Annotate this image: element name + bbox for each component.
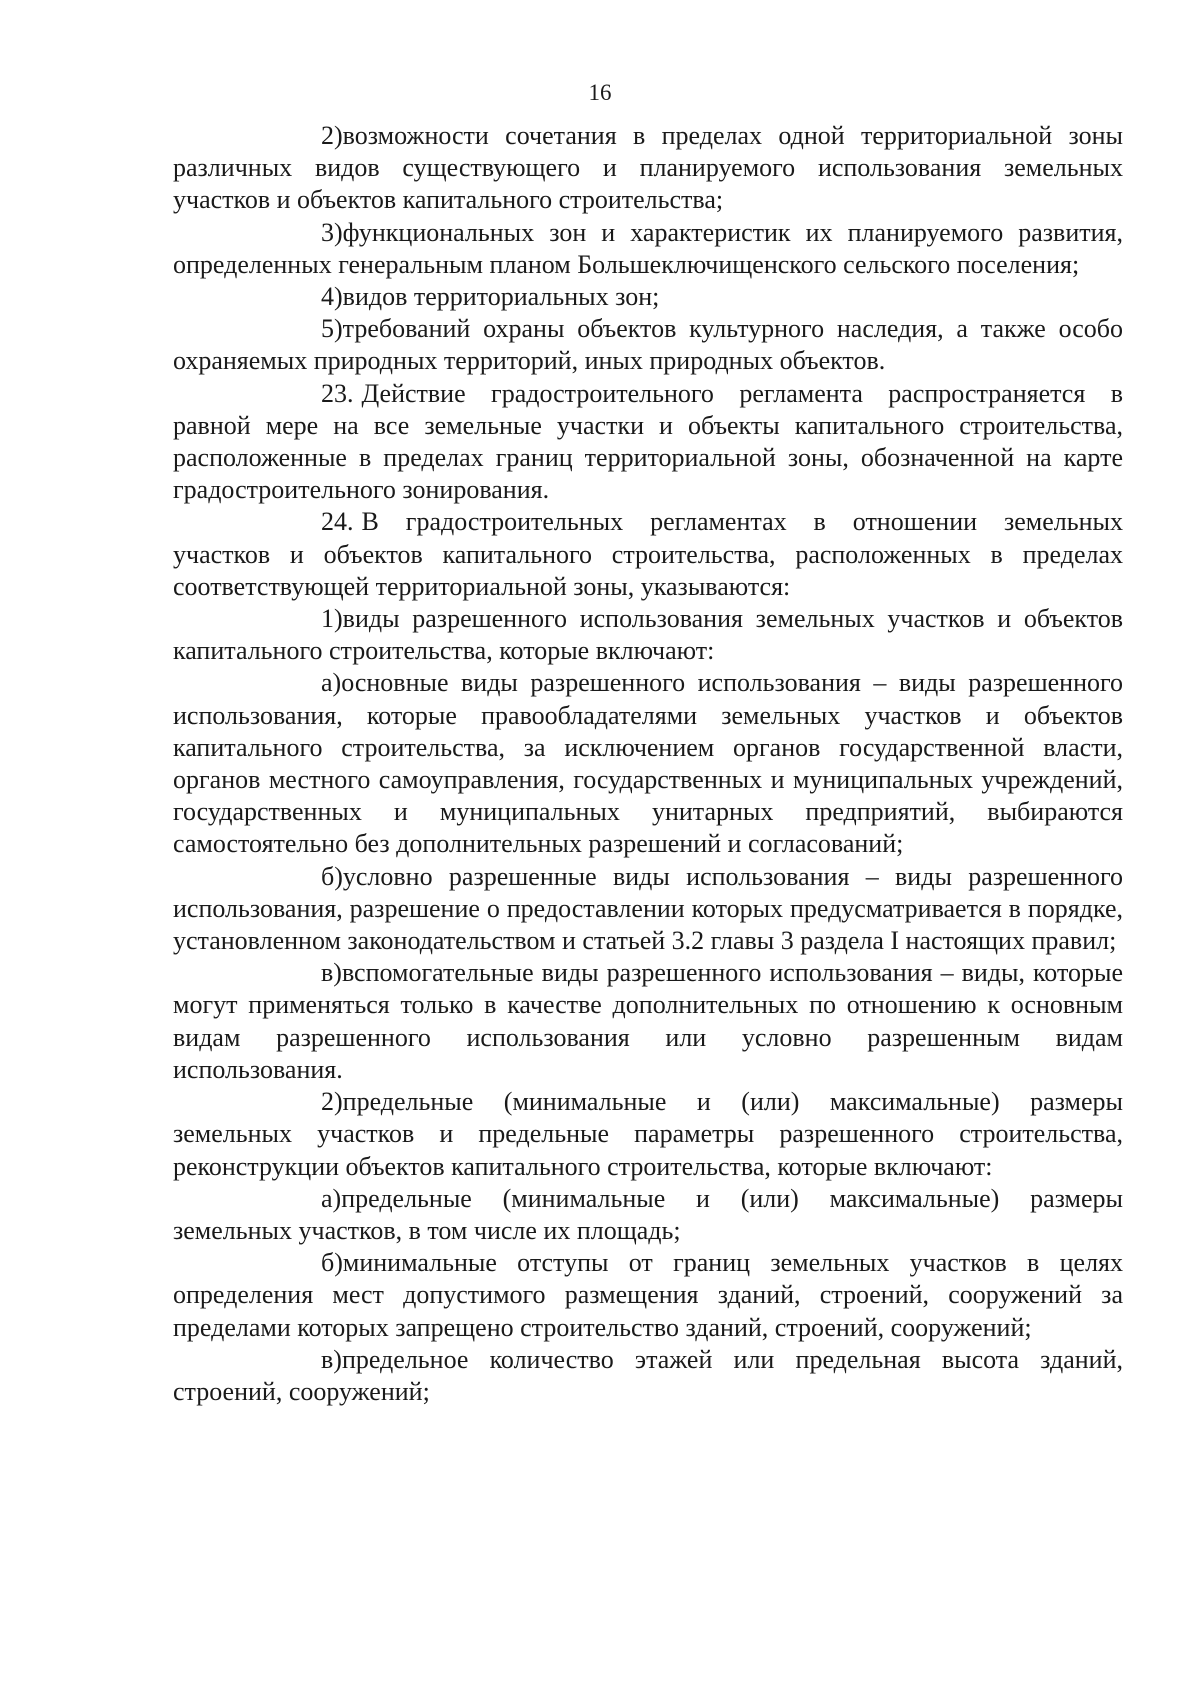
paragraph-text: виды разрешенного использования земельных участков и объектов капитального строительства, которые включают: [173, 604, 1123, 666]
list-marker: в) [321, 1344, 342, 1374]
sub-list-item [173, 1247, 1123, 1344]
sub-list-item [173, 957, 1123, 1086]
document-body [173, 120, 1123, 1408]
list-item [173, 217, 1123, 281]
list-marker: 2) [321, 121, 343, 150]
list-marker: 4) [321, 282, 343, 312]
list-marker: а) [321, 1183, 342, 1213]
paragraph-text: предельные (минимальные и (или) максимальные) размеры земельных участков и предельные параметры разрешенного строительства, реконструкции объектов капитального строительства, которые включают: [173, 1087, 1123, 1181]
list-marker: 1) [321, 604, 343, 634]
paragraph-text: требований охраны объектов культурного наследия, а также особо охраняемых природных территорий, иных природных объектов. [173, 314, 1123, 376]
sub-list-item [173, 1344, 1123, 1408]
list-marker: б) [321, 861, 343, 891]
list-marker: а) [321, 668, 342, 698]
paragraph-text: возможности сочетания в пределах одной территориальной зоны различных видов существующего и планируемого использования земельных участков и объектов капитального строительства; [173, 121, 1123, 215]
paragraph-text: предельное количество этажей или предельная высота зданий, строений, сооружений; [173, 1344, 1123, 1406]
numbered-clause [173, 378, 1123, 507]
clause-number: 24. [321, 507, 354, 537]
list-marker: 2) [321, 1087, 343, 1117]
sub-list-item [173, 1183, 1123, 1247]
list-item [173, 120, 1123, 217]
numbered-clause [173, 506, 1123, 603]
list-item [173, 603, 1123, 667]
paragraph-text: В градостроительных регламентах в отношении земельных участков и объектов капитального строительства, расположенных в пределах соответствующей территориальной зоны, указываются: [173, 507, 1123, 601]
sub-list-item [173, 667, 1123, 860]
page-number: 16 [588, 80, 612, 105]
sub-list-item [173, 861, 1123, 958]
paragraph-text: функциональных зон и характеристик их планируемого развития, определенных генеральным планом Большеключищенского сельского поселения; [173, 217, 1123, 279]
list-item [173, 1086, 1123, 1183]
paragraph-text: видов территориальных зон; [342, 282, 660, 312]
paragraph-text: Действие градостроительного регламента распространяется в равной мере на все земельные участки и объекты капитального строительства, расположенные в пределах границ территориальной зоны, обозначенной на карте градостроительного зонирования. [173, 378, 1123, 505]
list-marker: б) [321, 1248, 343, 1278]
paragraph-text: вспомогательные виды разрешенного использования – виды, которые могут применяться только в качестве дополнительных по отношению к основным видам разрешенного использования или условно разрешенным видам использования. [173, 958, 1123, 1084]
clause-number: 23. [321, 378, 354, 408]
paragraph-text: условно разрешенные виды использования – виды разрешенного использования, разрешение о предоставлении которых предусматривается в порядке, установленном законодательством и статьей 3.2 главы 3 раздела I настоящих правил; [173, 861, 1123, 956]
list-marker: 5) [321, 314, 343, 344]
list-item [173, 313, 1123, 377]
list-marker: в) [321, 958, 342, 988]
list-marker: 3) [321, 217, 343, 247]
paragraph-text: предельные (минимальные и (или) максимальные) размеры земельных участков, в том числе их площадь; [173, 1183, 1123, 1245]
paragraph-text: основные виды разрешенного использования – виды разрешенного использования, которые правообладателями земельных участков и объектов капитального строительства, за исключением органов государственной власти, органов местного самоуправления, государственных и муниципальных учреждений, государственных и муниципальных унитарных предприятий, выбираются самостоятельно без дополнительных разрешений и согласований; [173, 668, 1123, 859]
paragraph-text: минимальные отступы от границ земельных участков в целях определения мест допустимого размещения зданий, строений, сооружений за пределами которых запрещено строительство зданий, строений, сооружений; [173, 1248, 1123, 1342]
list-item [173, 281, 1123, 313]
